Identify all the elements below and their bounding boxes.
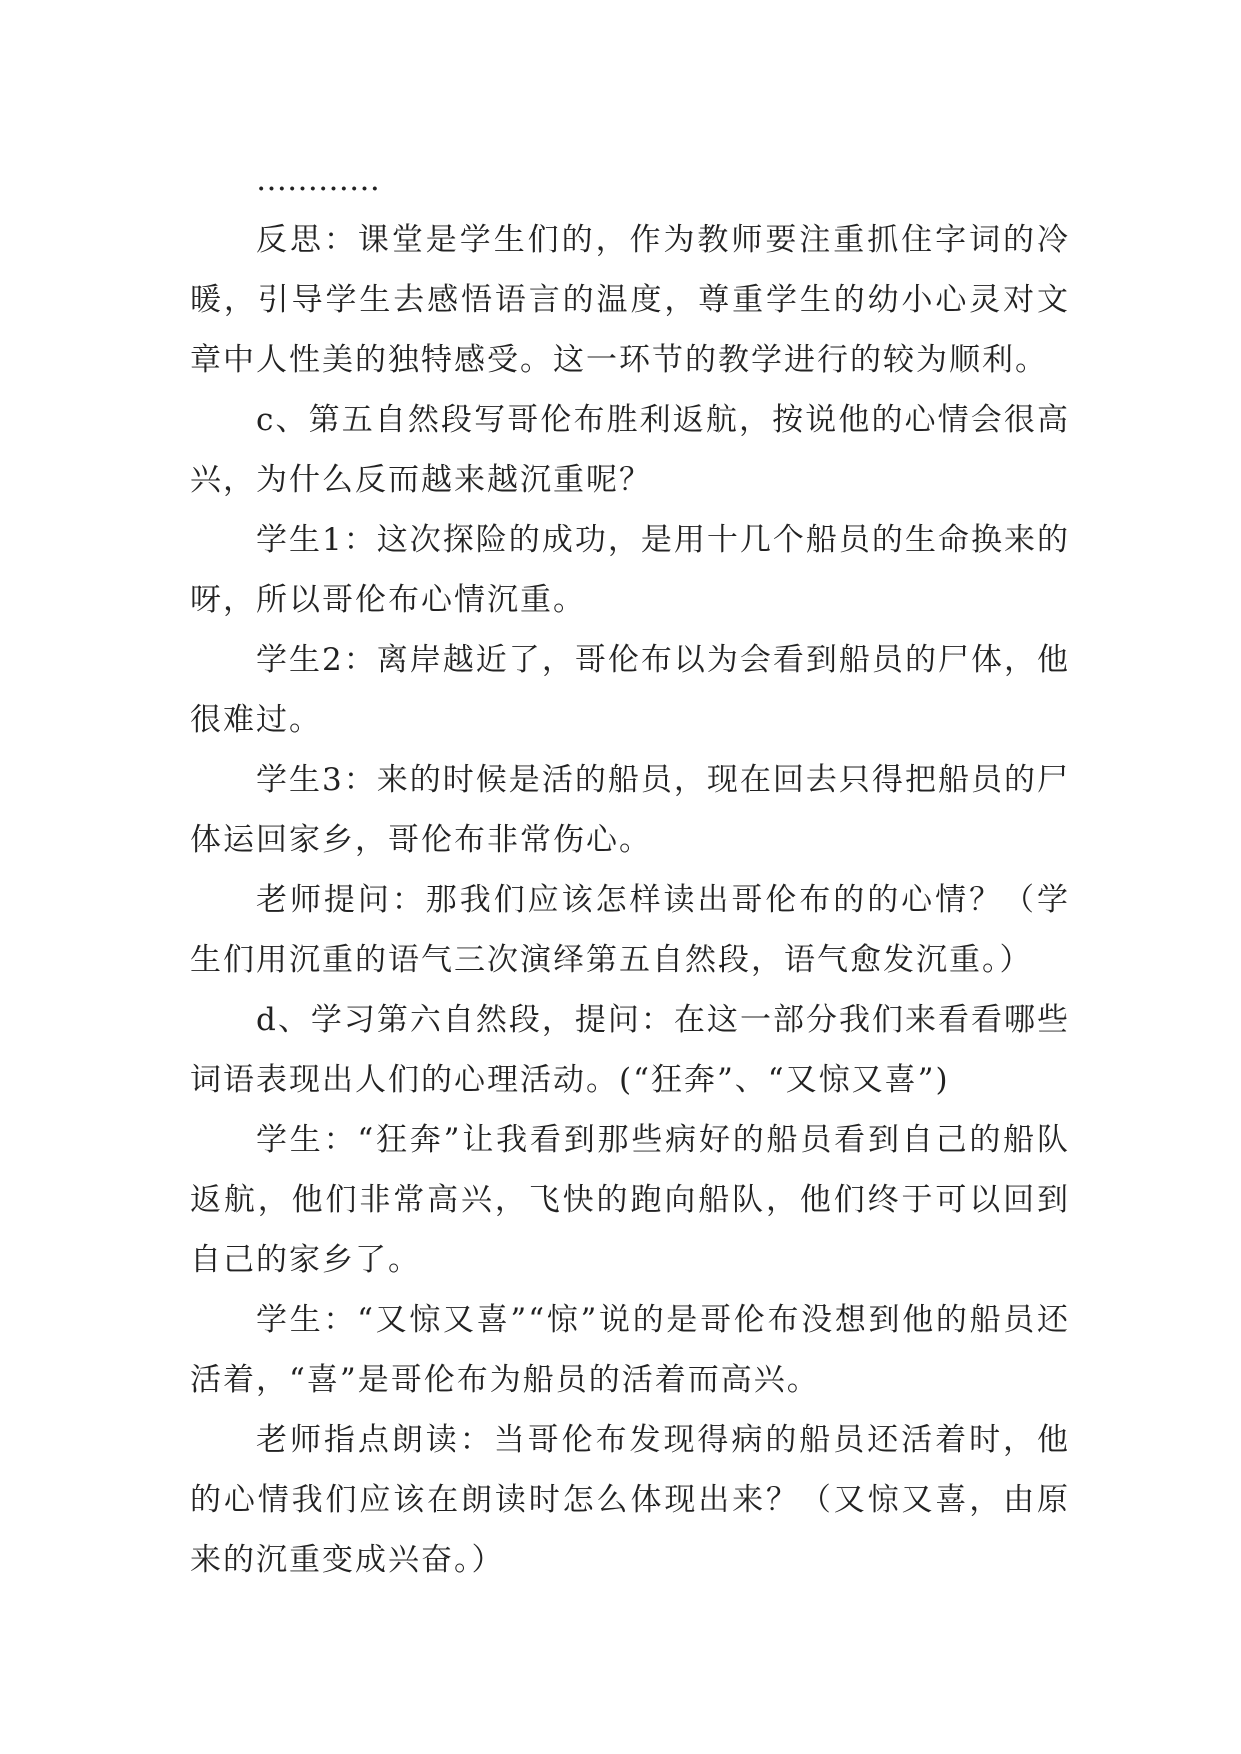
teacher-question-paragraph: 老师提问：那我们应该怎样读出哥伦布的的心情？（学生们用沉重的语气三次演绎第五自然段，语气愈发沉重。）	[190, 882, 1070, 978]
student-3-answer: 学生3：来的时候是活的船员，现在回去只得把船员的尸体运回家乡，哥伦布非常伤心。	[190, 762, 1070, 858]
section-c-question: c、第五自然段写哥伦布胜利返航，按说他的心情会很高兴，为什么反而越来越沉重呢？	[190, 402, 1070, 498]
reflection-paragraph: 反思：课堂是学生们的，作为教师要注重抓住字词的冷暖，引导学生去感悟语言的温度，尊重学生的幼小心灵对文章中人性美的独特感受。这一环节的教学进行的较为顺利。	[190, 222, 1070, 378]
ellipsis-paragraph: …………	[256, 162, 380, 198]
student-youjingyouxi-answer: 学生：“又惊又喜”“惊”说的是哥伦布没想到他的船员还活着，“喜”是哥伦布为船员的活着而高兴。	[190, 1302, 1070, 1398]
student-kuangben-answer: 学生：“狂奔”让我看到那些病好的船员看到自己的船队返航，他们非常高兴，飞快的跑向船队，他们终于可以回到自己的家乡了。	[190, 1122, 1070, 1278]
student-1-answer: 学生1：这次探险的成功，是用十几个船员的生命换来的呀，所以哥伦布心情沉重。	[190, 522, 1070, 618]
student-2-answer: 学生2：离岸越近了，哥伦布以为会看到船员的尸体，他很难过。	[190, 642, 1070, 738]
section-d-question: d、学习第六自然段，提问：在这一部分我们来看看哪些词语表现出人们的心理活动。(“狂奔”、“又惊又喜”)	[190, 1002, 1070, 1098]
teacher-reading-guidance: 老师指点朗读：当哥伦布发现得病的船员还活着时，他的心情我们应该在朗读时怎么体现出来？（又惊又喜，由原来的沉重变成兴奋。）	[190, 1422, 1070, 1578]
body-text	[190, 150, 1070, 1590]
